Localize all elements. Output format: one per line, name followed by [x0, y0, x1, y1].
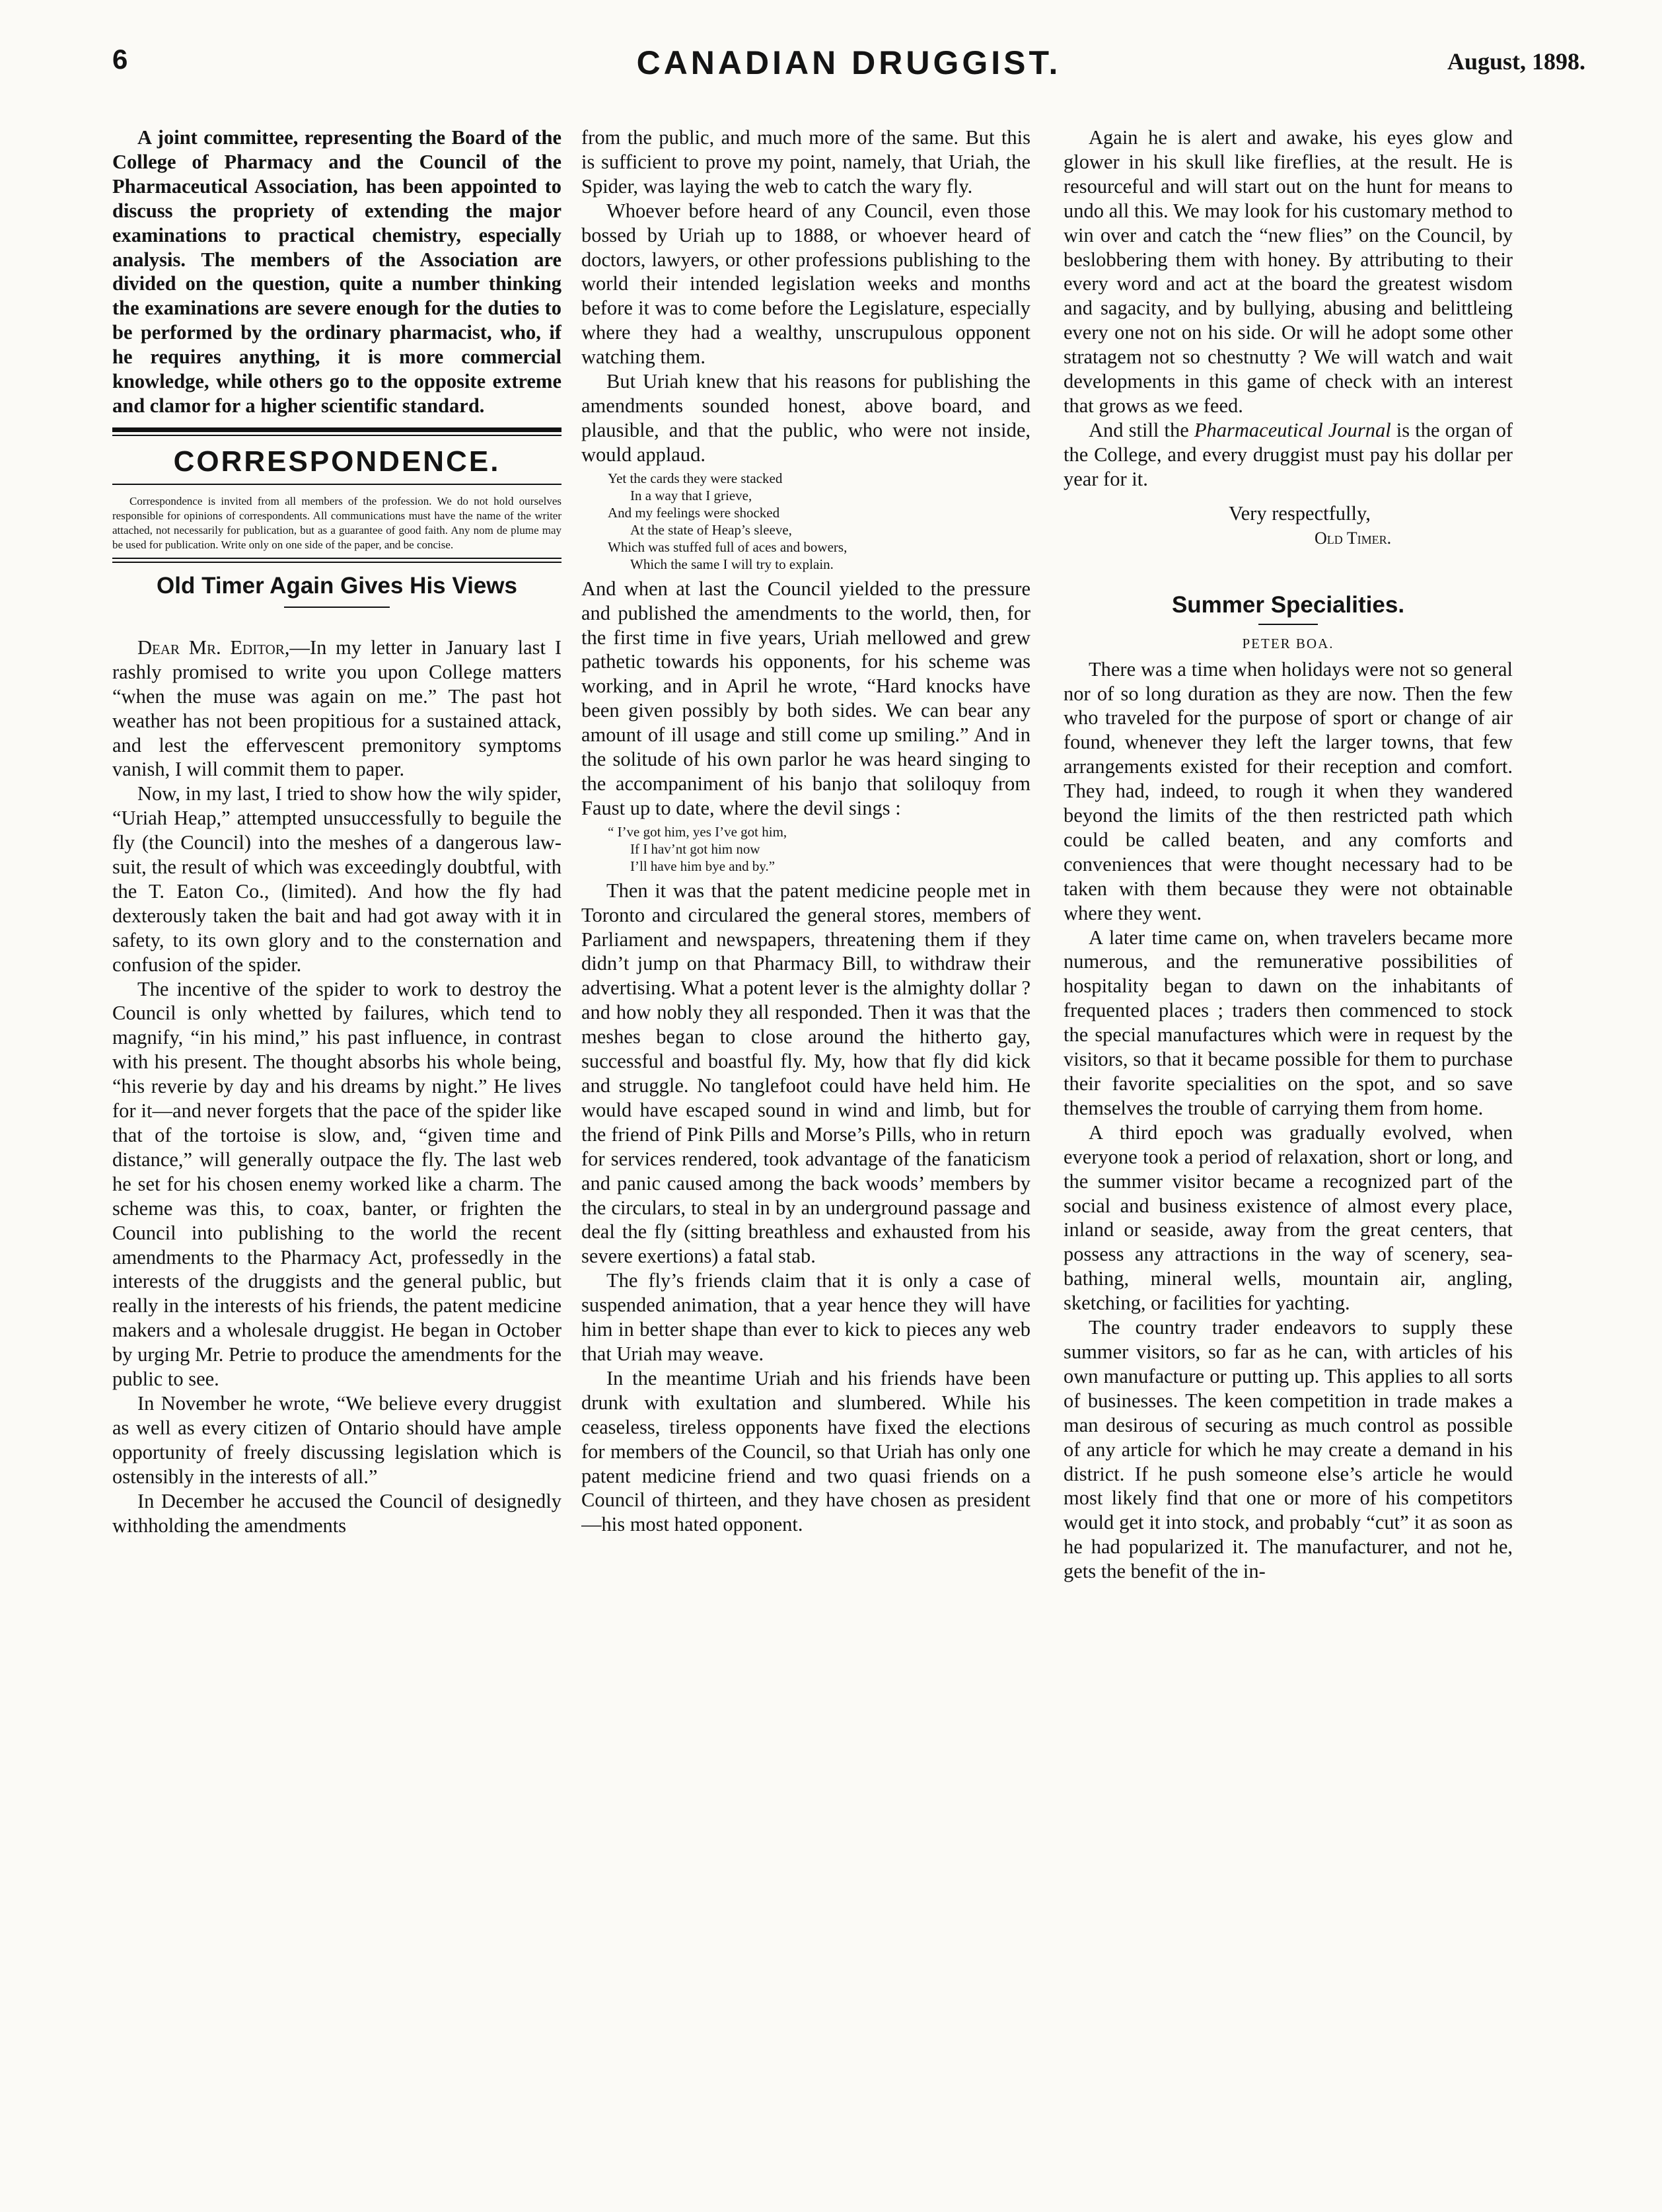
verse-line: At the state of Heap’s sleeve, [630, 521, 792, 538]
page-number: 6 [112, 44, 128, 75]
verse-line: In a way that I grieve, [630, 487, 752, 503]
article-paragraph: Then it was that the patent medicine people met in Toronto and circulared the general stores, members of Parliament and newspapers, threatening them if they didn’t jump on that Pharmacy Bill, to withdraw their advertising. What a potent lever is the almighty dollar ? and how nobly they all responded. Then it was that the meshes began to close around the hitherto gay, successful and boastful fly. My, how that fly did kick and struggle. No tanglefoot could have held him. He would have escaped sound in wind and limb, but for the friend of Pink Pills and Morse’s Pills, who in return for services rendered, took advantage of the fanaticism and panic caused among the back woods’ members by the circulars, to steal in by an underground passage and deal the fly (sitting breathless and exhausted from his severe exertions) a fatal stab. [581, 879, 1030, 1268]
issue-date: August, 1898. [1447, 48, 1585, 75]
verse-line: Which was stuffed full of aces and bowers, [608, 538, 848, 555]
divider [1258, 624, 1318, 625]
verse-line: “ I’ve got him, yes I’ve got him, [608, 823, 787, 840]
correspondence-heading: CORRESPONDENCE. [173, 445, 501, 478]
journal-name: Pharmaceutical Journal [1194, 418, 1391, 441]
article-paragraph: A later time came on, when travelers became more numerous, and the remunerative possibilities of hospitality began to dawn on the inhabitants of frequented places ; traders then commenced to stock the special manufactures which were in request by the visitors, so that it became possible for them to purchase their favorite specialities on the spot, and so save themselves the trouble of carrying them from home. [1064, 926, 1513, 1119]
divider [112, 435, 561, 436]
verse-line: Yet the cards they were stacked [608, 470, 783, 486]
article-paragraph: And still the Pharmaceutical Journal is the organ of the College, and every druggist must pay his dollar per year for it. [1064, 418, 1513, 490]
editorial-paragraph: A joint committee, representing the Board of the College of Pharmacy and the Council of the Pharmaceutical Association, has been appointed to discuss the propriety of extending the major examinations to practical chemistry, especially analysis. The members of the Association are divided on the question, quite a number thinking the examinations are severe enough for the duties to be performed by the ordinary pharmacist, who, if he requires anything, it is more commercial knowledge, while others go to the opposite extreme and clamor for a higher scientific standard. [112, 126, 561, 417]
article-title: Old Timer Again Gives His Views [157, 572, 517, 599]
correspondence-notice: Correspondence is invited from all members of the profession. We do not hold ourselves responsible for opinions of correspondents. All communications must have the name of the writer attached, not necessarily for publication, but as a guarantee of good faith. Any nom de plume may be used for publication. Write only on one side of the paper, and be concise. [112, 494, 561, 551]
masthead: CANADIAN DRUGGIST. [636, 44, 1062, 81]
verse-2 [608, 823, 1030, 875]
verse-1 [608, 470, 1030, 573]
article-paragraph: But Uriah knew that his reasons for publishing the amendments sounded honest, above board, and plausible, and that the public, who were not inside, would applaud. [581, 370, 1030, 466]
verse-line: If I hav’nt got him now [630, 840, 760, 857]
verse-line: Which the same I will try to explain. [630, 556, 834, 572]
article-title: Summer Specialities. [1171, 591, 1405, 618]
article-paragraph: The fly’s friends claim that it is only a case of suspended animation, that a year hence they will have him in better shape than ever to kick to pieces any web that Uriah may weave. [581, 1269, 1030, 1365]
column-1 [112, 126, 561, 2147]
signature: Old Timer. [1315, 528, 1392, 548]
article-paragraph: Again he is alert and awake, his eyes glow and glower in his skull like fireflies, at the result. He is resourceful and will start out on the hunt for means to undo all this. We may look for his customary method to win over and catch the “new flies” on the Council, by beslobbering them with honey. By attributing to their every word and act at the board the greatest wisdom and sagacity, and by bullying, abusing and belittleing every one not on his side. Or will he adopt some other stratagem not so chestnutty ? We will watch and wait developments in this game of check with an interest that grows as we feed. [1064, 126, 1513, 417]
verse-line: And my feelings were shocked [608, 504, 780, 521]
article-paragraph: Whoever before heard of any Council, even those bossed by Uriah up to 1888, or whoever heard of doctors, lawyers, or other professions publishing to the world their intended legislation weeks and months before it was to come before the Legislature, especially where they had a wealthy, unscrupulous opponent watching them. [581, 199, 1030, 369]
article-paragraph: And when at last the Council yielded to the pressure and published the amendments to the world, then, for the first time in five years, Uriah mellowed and grew pathetic towards his opponents, for his scheme was working, and in April he wrote, “Hard knocks have been given possibly by both sides. We can bear any amount of ill usage and still come up smiling.” And in the solitude of his own parlor he was heard singing to the accompaniment of his banjo that soliloquy from Faust up to date, where the devil sings : [581, 577, 1030, 819]
article-paragraph: In November he wrote, “We believe every druggist as well as every citizen of Ontario should have ample opportunity of freely discussing legislation which is ostensibly in the interests of all.” [112, 1391, 561, 1488]
divider [112, 484, 561, 485]
salutation: Dear Mr. Editor, [137, 636, 290, 659]
closing: Very respectfully, [1229, 501, 1371, 525]
column-3 [1064, 126, 1513, 2147]
byline: PETER BOA. [1242, 635, 1334, 651]
article-paragraph: There was a time when holidays were not so general nor of so long duration as they are now. Then the few who traveled for the purpose of sport or change of air found, whenever they left the larger towns, that few arrangements existed for their reception and comfort. They had, indeed, to rough it when they wandered beyond the limits of the then restricted path which could be called beaten, and any comforts and conveniences that were thought necessary had to be taken with them because they were not obtainable where they went. [1064, 657, 1513, 924]
divider [112, 558, 561, 563]
page-header [112, 44, 1585, 90]
article-paragraph: The incentive of the spider to work to destroy the Council is only whetted by failures, which tend to magnify, “in his mind,” his past influence, in contrast with his present. The thought absorbs his whole being, “his reverie by day and his dreams by night.” He lives for it—and never forgets that the pace of the spider like that of the tortoise is slow, and, “given time and distance,” will generally outpace the fly. The last web he set for his chosen enemy worked like a charm. The scheme was this, to coax, banter, or frighten the Council into publishing to the world the recent amendments to the Pharmacy Act, professedly in the interests of the druggists and the general public, but really in the interests of his friends, the patent medicine makers and a wholesale druggist. He began in October by urging Mr. Petrie to produce the amendments for the public to see. [112, 977, 561, 1391]
article-paragraph: In the meantime Uriah and his friends have been drunk with exultation and slumbered. While his ceaseless, tireless opponents have fixed the elections for members of the Council, so that Uriah has only one patent medicine friend and two quasi friends on a Council of thirteen, and they have chosen as president—his most hated opponent. [581, 1366, 1030, 1536]
signoff [1229, 501, 1513, 551]
verse-line: I’ll have him bye and by.” [630, 858, 776, 874]
article-paragraph: from the public, and much more of the same. But this is sufficient to prove my point, namely, that Uriah, the Spider, was laying the web to catch the wary fly. [581, 126, 1030, 198]
divider [112, 427, 561, 432]
article-paragraph: In December he accused the Council of designedly withholding the amendments [112, 1489, 561, 1537]
article-paragraph: Dear Mr. Editor,—In my letter in January last I rashly promised to write you upon College matters “when the muse was again on me.” The past hot weather has not been propitious for a sustained attack, and lest the effervescent premonitory symptoms vanish, I will commit them to paper. [112, 636, 561, 781]
column-2 [581, 126, 1030, 2147]
divider [284, 607, 390, 608]
article-paragraph: The country trader endeavors to supply these summer visitors, so far as he can, with articles of his own manufacture or putting up. This applies to all sorts of businesses. The keen competition in trade makes a man desirous of securing as much control as possible of any article for which he may create a demand in his district. If he push someone else’s article he would most likely find that one or more of his competitors would get it into stock, and probably “cut” it as soon as he had popularized it. The manufacturer, and not he, gets the benefit of the in- [1064, 1316, 1513, 1583]
article-paragraph: A third epoch was gradually evolved, when everyone took a period of relaxation, short or long, and the summer visitor became a recognized part of the social and business existence of almost every place, inland or seaside, away from the great centers, that possess any attractions in the way of scenery, sea-bathing, mineral wells, mountain air, angling, sketching, or facilities for yachting. [1064, 1121, 1513, 1315]
article-paragraph: Now, in my last, I tried to show how the wily spider, “Uriah Heap,” attempted unsuccessfully to beguile the fly (the Council) into the meshes of a dangerous law-suit, the result of which was exceedingly doubtful, with the T. Eaton Co., (limited). And how the fly had dexterously taken the bait and had got away with it in safety, to its own glory and to the consternation and confusion of the spider. [112, 782, 561, 976]
